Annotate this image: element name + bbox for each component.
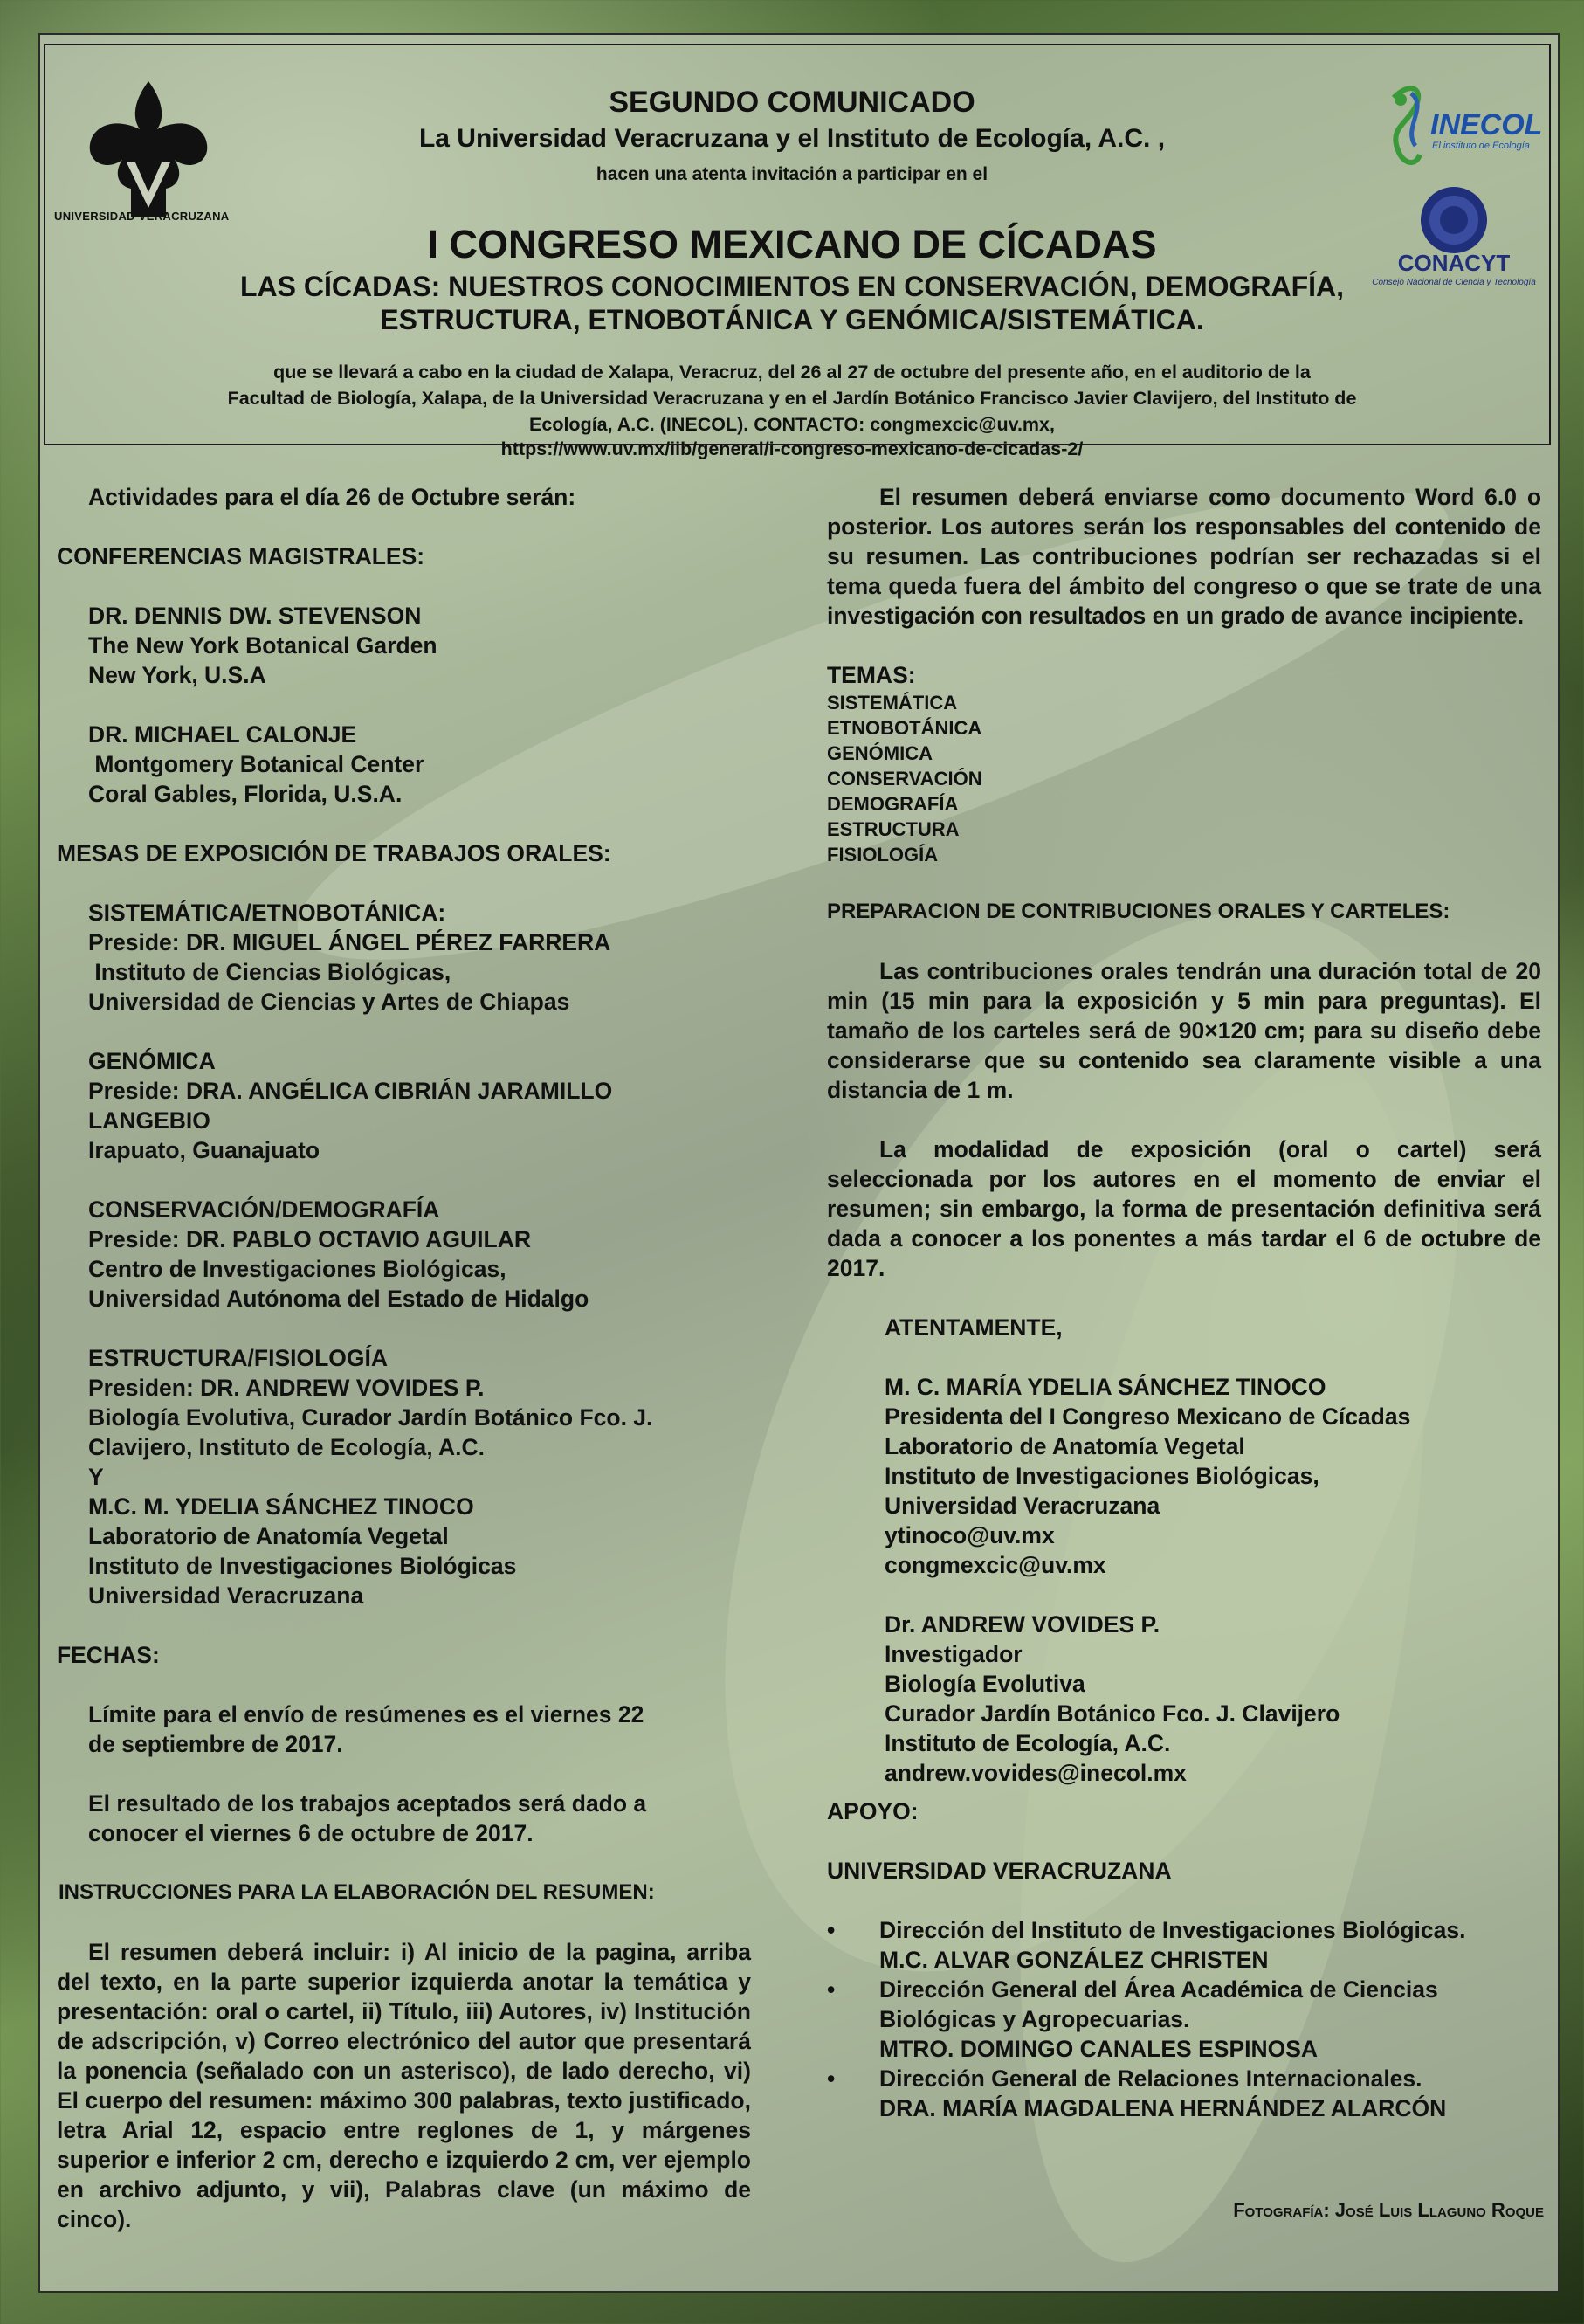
tema-item: GENÓMICA [827, 742, 933, 764]
mesa-topic: CONSERVACIÓN/DEMOGRAFÍA [88, 1196, 440, 1223]
mesa-institution: Centro de Investigaciones Biológicas, [88, 1256, 506, 1282]
fecha-text: de septiembre de 2017. [88, 1731, 343, 1757]
signatory-email[interactable]: congmexcic@uv.mx [885, 1552, 1106, 1578]
mesa-chair: Presiden: DR. ANDREW VOVIDES P. [88, 1375, 485, 1401]
inecol-name: INECOL [1430, 108, 1542, 141]
conference-location: Coral Gables, Florida, U.S.A. [88, 781, 403, 807]
tema-item: ETNOBOTÁNICA [827, 717, 982, 739]
mesa-topic: ESTRUCTURA/FISIOLOGÍA [88, 1345, 389, 1371]
conference-location: New York, U.S.A [88, 662, 266, 688]
conference-institution: The New York Botanical Garden [88, 632, 437, 659]
apoyo-heading: APOYO: [827, 1798, 919, 1824]
apoyo-item [827, 1975, 1541, 2064]
apoyo-item [827, 1915, 1541, 1975]
mesa-institution: Clavijero, Instituto de Ecología, A.C. [88, 1434, 485, 1460]
apoyo-office: • Dirección General de Relaciones Internacionales. [879, 2065, 1422, 2092]
apoyo-office: Biológicas y Agropecuarias. [879, 2006, 1190, 2032]
apoyo-office: • Dirección del Instituto de Investigaciones Biológicas. [879, 1917, 1466, 1943]
signatory-dept: Universidad Veracruzana [885, 1493, 1160, 1519]
preparation-heading: PREPARACION DE CONTRIBUCIONES ORALES Y CARTELES: [827, 900, 1450, 923]
signatory-dept: Curador Jardín Botánico Fco. J. Clavijero [885, 1700, 1340, 1727]
mesa-institution: Universidad Veracruzana [88, 1583, 364, 1609]
uv-name: UNIVERSIDAD VERACRUZANA [54, 210, 230, 223]
conacyt-name: CONACYT [1397, 250, 1511, 276]
tema-item: ESTRUCTURA [827, 818, 960, 840]
mesa-conjunction: Y [88, 1464, 104, 1490]
apoyo-person: MTRO. DOMINGO CANALES ESPINOSA [879, 2036, 1319, 2062]
signature-2 [827, 1610, 1541, 1788]
apoyo-office: • Dirección General del Área Académica de Ciencias [879, 1976, 1438, 2003]
mesa-4 [57, 1343, 751, 1610]
mesa-institution: Universidad de Ciencias y Artes de Chiapas [88, 989, 570, 1015]
instructions-text: El resumen deberá incluir: i) Al inicio de la pagina, arriba del texto, en la parte superior izquierda anotar la temática y presentación: oral o cartel, ii) Título, iii) Autores, iv) Institución de adscripción, v) Correo electrónico del autor que presentará la ponencia (señalado con un asterisco), de lado derecho, vi) El cuerpo del resumen: máximo 300 palabras, texto justificado, letra Arial 12, espacio entre reglones de 1, y márgenes superior e inferior 2 cm, derecho e izquierdo 2 cm, ver ejemplo en archivo adjunto, y vii), Palabras clave (un máximo de cinco). [57, 1939, 751, 2232]
congress-title: I CONGRESO MEXICANO DE CÍCADAS [427, 222, 1157, 266]
activities-intro: Actividades para el día 26 de Octubre serán: [88, 484, 576, 510]
conacyt-tagline: Consejo Nacional de Ciencia y Tecnología [1372, 278, 1536, 287]
apoyo-list [827, 1915, 1541, 2123]
mesa-chair: Preside: DR. MIGUEL ÁNGEL PÉREZ FARRERA [88, 929, 611, 955]
conference-2 [57, 720, 751, 809]
instructions-heading: INSTRUCCIONES PARA LA ELABORACIÓN DEL RESUMEN: [59, 1880, 655, 1904]
fecha-text: El resultado de los trabajos aceptados será dado a [88, 1790, 647, 1817]
venue-line-4: https://www.uv.mx/iib/general/i-congreso-mexicano-de-cicadas-2/ [500, 438, 1084, 459]
fecha-text: conocer el viernes 6 de octubre de 2017. [88, 1820, 534, 1846]
signatory-dept: Laboratorio de Anatomía Vegetal [885, 1433, 1245, 1459]
signatory-role: Investigador [885, 1641, 1023, 1667]
left-column [57, 482, 751, 2234]
temas-heading: TEMAS: [827, 662, 916, 688]
header-line1: La Universidad Veracruzana y el Instituto de Ecología, A.C. , [418, 124, 1166, 153]
conferences-heading: CONFERENCIAS MAGISTRALES: [57, 543, 425, 569]
mesa-chair: Preside: DR. PABLO OCTAVIO AGUILAR [88, 1226, 531, 1252]
tema-item: CONSERVACIÓN [827, 768, 982, 790]
mesa-institution: Instituto de Investigaciones Biológicas [88, 1553, 517, 1579]
inecol-tagline: El instituto de Ecología [1432, 141, 1530, 151]
right-column [827, 482, 1541, 2123]
mesa-chair: M.C. M. YDELIA SÁNCHEZ TINOCO [88, 1493, 474, 1520]
congress-subtitle-1: LAS CÍCADAS: NUESTROS CONOCIMIENTOS EN CONSERVACIÓN, DEMOGRAFÍA, [239, 271, 1345, 302]
conference-speaker: DR. DENNIS DW. STEVENSON [88, 603, 422, 629]
apoyo-person: DRA. MARÍA MAGDALENA HERNÁNDEZ ALARCÓN [879, 2095, 1447, 2121]
signature-1 [827, 1372, 1541, 1580]
mesas-heading: MESAS DE EXPOSICIÓN DE TRABAJOS ORALES: [57, 840, 611, 866]
venue-line-3: Ecología, A.C. (INECOL). CONTACTO: congmexcic@uv.mx, [529, 414, 1055, 435]
preparation-text-2: La modalidad de exposición (oral o cartel) será seleccionada por los autores en el momento de enviar el resumen; sin embargo, la forma de presentación definitiva será dada a conocer a los ponentes a más tardar el 6 de octubre de 2017. [827, 1136, 1541, 1281]
mesa-2 [57, 1046, 751, 1165]
mesa-3 [57, 1195, 751, 1314]
signatory-email[interactable]: ytinoco@uv.mx [885, 1522, 1055, 1548]
conference-speaker: DR. MICHAEL CALONJE [88, 721, 357, 748]
signatory-dept: Instituto de Ecología, A.C. [885, 1730, 1171, 1756]
fecha-2 [57, 1789, 751, 1848]
mesa-institution: Biología Evolutiva, Curador Jardín Botánico Fco. J. [88, 1404, 653, 1431]
venue-line-2: Facultad de Biología, Xalapa, de la Universidad Veracruzana y en el Jardín Botánico Francisco Javier Clavijero, del Instituto de [227, 388, 1357, 409]
mesa-1 [57, 898, 751, 1017]
mesa-topic: SISTEMÁTICA/ETNOBOTÁNICA: [88, 900, 446, 926]
mesa-topic: GENÓMICA [88, 1048, 216, 1074]
mesa-institution: Universidad Autónoma del Estado de Hidalgo [88, 1286, 589, 1312]
fecha-1 [57, 1700, 751, 1759]
mesa-institution: Instituto de Ciencias Biológicas, [88, 959, 451, 985]
mesa-chair: Preside: DRA. ANGÉLICA CIBRIÁN JARAMILLO [88, 1078, 613, 1104]
preparation-text-1: Las contribuciones orales tendrán una duración total de 20 min (15 min para la exposición y 5 min para preguntas). El tamaño de los carteles será de 90×120 cm; para su diseño debe considerarse que su contenido sea claramente visible a una distancia de 1 m. [827, 958, 1541, 1103]
tema-item: FISIOLOGÍA [827, 844, 939, 865]
signatory-name: M. C. MARÍA YDELIA SÁNCHEZ TINOCO [885, 1374, 1326, 1400]
signatory-role: Presidenta del I Congreso Mexicano de Cícadas [885, 1403, 1411, 1430]
atentamente: ATENTAMENTE, [885, 1314, 1063, 1341]
conference-1 [57, 601, 751, 690]
resumen-text: El resumen deberá enviarse como documento Word 6.0 o posterior. Los autores serán los responsables del contenido de su resumen. Las contribuciones podrían ser rechazadas si el tema queda fuera del ámbito del congreso o que se trate de una investigación con resultados en un grado de avance incipiente. [827, 484, 1541, 629]
apoyo-person: M.C. ALVAR GONZÁLEZ CHRISTEN [879, 1947, 1269, 1973]
tema-item: SISTEMÁTICA [827, 692, 958, 714]
header-line2: hacen una atenta invitación a participar en el [596, 164, 988, 184]
apoyo-item [827, 2064, 1541, 2123]
mesa-institution: Laboratorio de Anatomía Vegetal [88, 1523, 449, 1549]
apoyo-uv: UNIVERSIDAD VERACRUZANA [827, 1858, 1172, 1884]
temas-list [827, 690, 1541, 867]
fecha-text: Límite para el envío de resúmenes es el viernes 22 [88, 1701, 644, 1727]
signatory-name: Dr. ANDREW VOVIDES P. [885, 1611, 1160, 1638]
conference-institution: Montgomery Botanical Center [88, 751, 424, 777]
photo-credit: Fotografía: José Luis Llaguno Roque [1233, 2199, 1544, 2221]
signatory-dept: Biología Evolutiva [885, 1671, 1085, 1697]
tema-item: DEMOGRAFÍA [827, 793, 959, 815]
mesa-location: Irapuato, Guanajuato [88, 1137, 320, 1163]
header-title: SEGUNDO COMUNICADO [609, 86, 975, 119]
signatory-email[interactable]: andrew.vovides@inecol.mx [885, 1760, 1187, 1786]
fechas-heading: FECHAS: [57, 1642, 160, 1668]
congress-subtitle-2: ESTRUCTURA, ETNOBOTÁNICA Y GENÓMICA/SISTEMÁTICA. [380, 304, 1204, 335]
mesa-institution: LANGEBIO [88, 1107, 210, 1134]
venue-line-1: que se llevará a cabo en la ciudad de Xalapa, Veracruz, del 26 al 27 de octubre del presente año, en el auditorio de la [273, 362, 1311, 383]
signatory-dept: Instituto de Investigaciones Biológicas, [885, 1463, 1319, 1489]
